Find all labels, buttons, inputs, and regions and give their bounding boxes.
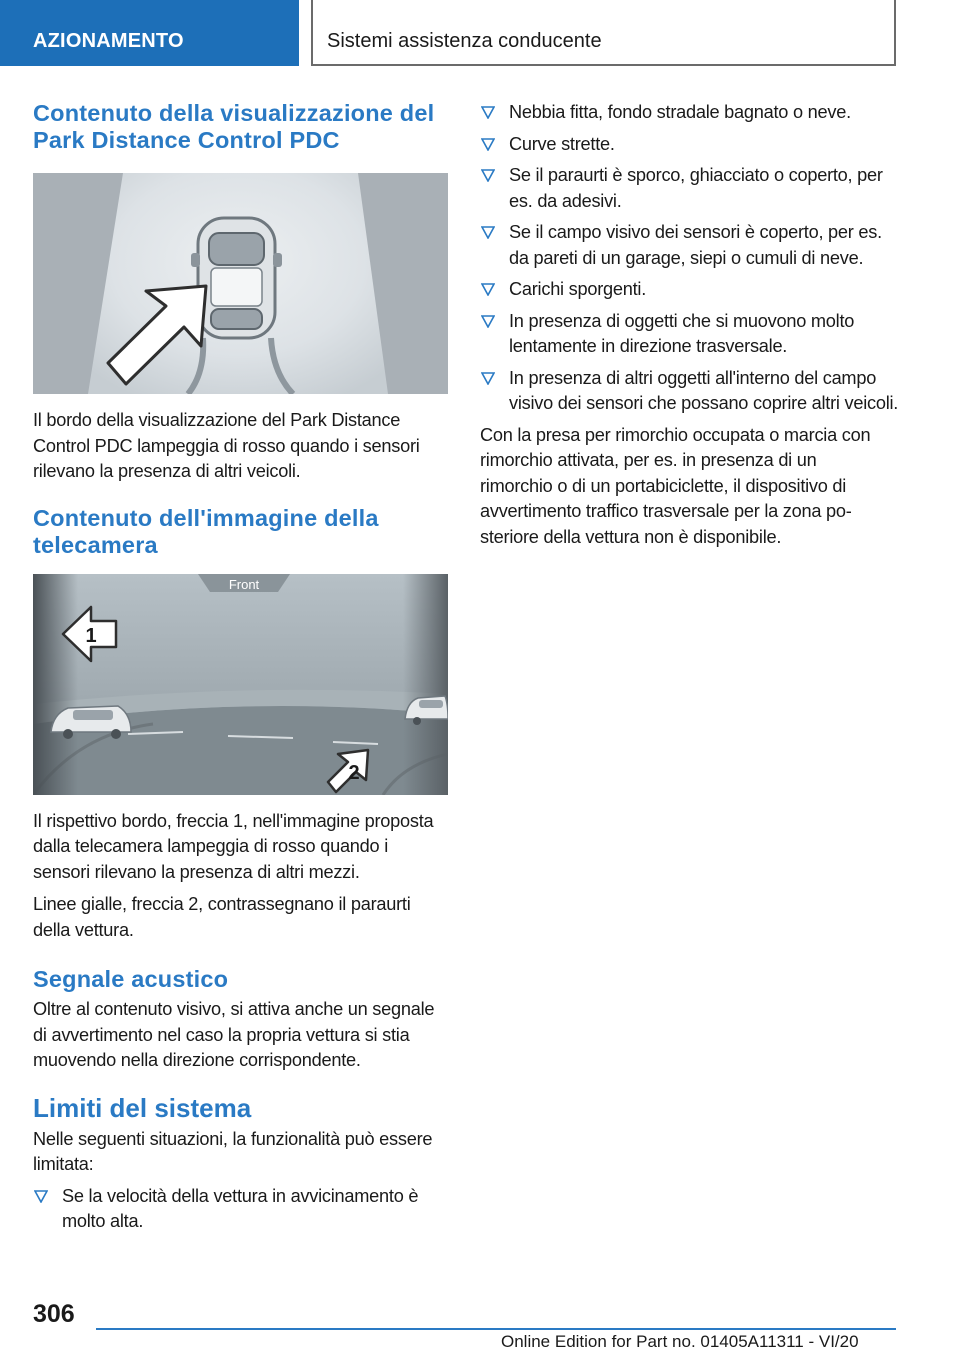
right-column [480,100,900,550]
list-item: In presenza di altri oggetti all'interno del campo visivo dei sensori che possano coprire altri veicoli. [480,366,900,417]
left-column [33,100,448,1241]
camera-image-figure [33,574,448,795]
limits-intro: Nelle seguenti situazioni, la funzionalità può essere limitata: [33,1128,433,1174]
triangle-bullet-icon [481,106,495,119]
list-item: Se la velocità della vettura in avvicinamento è molto alta. [33,1184,448,1235]
trailer-note: Con la presa per rimorchio occupata o marcia con rimorchio attivata, per es. in presenza di un rimorchio o di un portabiciclette, il dispositivo di avvertimento traffico trasversale per la zona posteriore della vettura non è disponibile. [480,424,871,547]
heading-limits: Limiti del sistema [33,1092,252,1123]
list-item: Se il campo visivo dei sensori è coperto, per es. da pareti di un garage, siepi o cumuli di neve. [480,220,900,271]
chapter-title: Sistemi assistenza conducente [311,0,896,66]
list-item: Curve strette. [480,132,900,158]
heading-pdc: Contenuto della visualizzazione del Park Distance Control PDC [33,100,435,153]
limits-list-right [480,100,900,417]
list-item: Se il paraurti è sporco, ghiacciato o coperto, per es. da adesivi. [480,163,900,214]
list-item: Nebbia fitta, fondo stradale bagnato o neve. [480,100,900,126]
triangle-bullet-icon [481,372,495,385]
section-tab: AZIONAMENTO [0,0,299,66]
pdc-description: Il bordo della visualizzazione del Park Distance Control PDC lampeggia di rosso quando i sensori rilevano la presenza di altri veicoli. [33,410,420,481]
edition-note: Online Edition for Part no. 01405A11311 - VI/20 [501,1332,859,1351]
heading-camera: Contenuto dell'immagine della telecamera [33,504,379,558]
footer-divider [96,1328,896,1330]
triangle-bullet-icon [481,283,495,296]
triangle-bullet-icon [481,226,495,239]
camera-description-2: Linee gialle, freccia 2, contrassegnano il paraurti della vettura. [33,894,411,940]
triangle-bullet-icon [481,138,495,151]
camera-description-1: Il rispettivo bordo, freccia 1, nell'immagine proposta dalla telecamera lampeggia di rosso quando i sensori rilevano la presenza di altri mezzi. [33,810,434,882]
pdc-display-figure [33,173,448,394]
triangle-bullet-icon [481,169,495,182]
acoustic-description: Oltre al contenuto visivo, si attiva anche un segnale di avvertimento nel caso la propria vettura si stia muovendo nella direzione corrispondente. [33,999,435,1070]
limits-list-left [33,1184,448,1235]
front-label: Front [228,576,260,592]
triangle-bullet-icon [34,1190,48,1203]
heading-acoustic: Segnale acustico [33,966,229,992]
arrow-1-label: 1 [85,624,97,647]
page-number: 306 [33,1300,75,1328]
list-item: In presenza di oggetti che si muovono molto lentamente in direzione trasversale. [480,309,900,360]
list-item: Carichi sporgenti. [480,277,900,303]
triangle-bullet-icon [481,315,495,328]
arrow-2-label: 2 [348,761,360,784]
